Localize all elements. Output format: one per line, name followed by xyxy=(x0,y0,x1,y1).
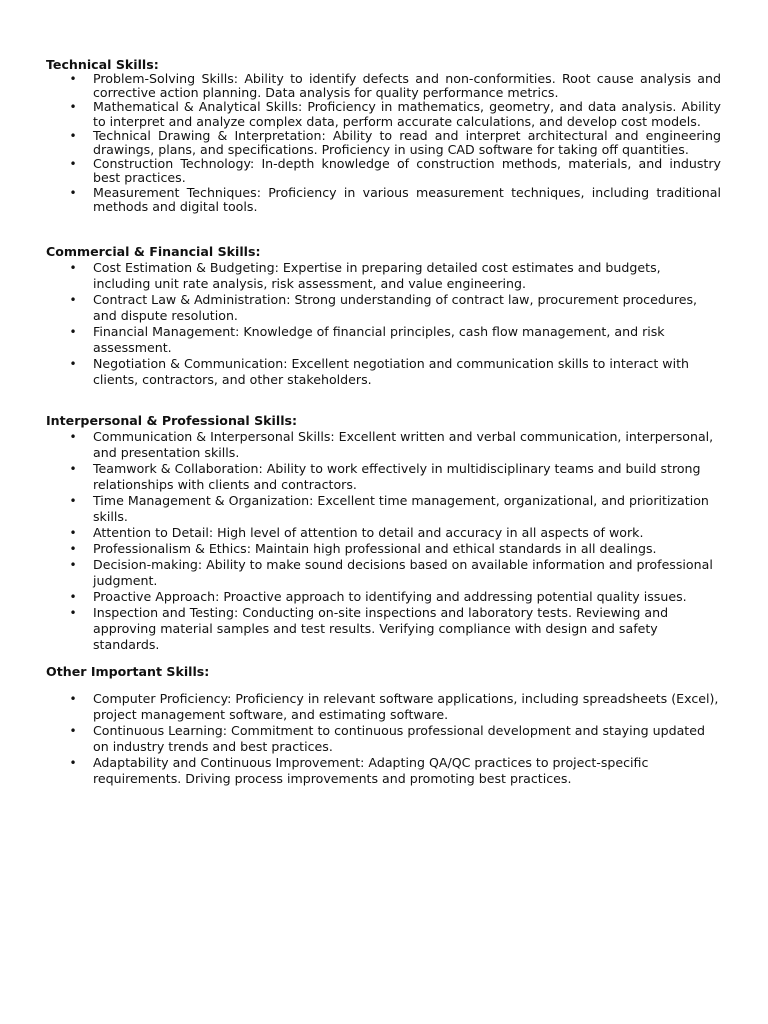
list-item xyxy=(46,292,721,324)
list-item xyxy=(46,72,721,100)
other-important-skills-list xyxy=(46,691,721,787)
interpersonal-professional-skills-list xyxy=(46,429,721,653)
section-heading-other: Other Important Skills: xyxy=(46,664,210,679)
list-item xyxy=(46,429,721,461)
list-item-text: Mathematical & Analytical Skills: Proficiency in mathematics, geometry, and data analysis. Ability to interpret and analyze complex data, perform accurate calculations, and develop cost models. xyxy=(93,99,721,129)
list-item xyxy=(46,324,721,356)
bullet-icon: • xyxy=(69,325,77,339)
bullet-icon: • xyxy=(69,100,77,115)
list-item xyxy=(46,260,721,292)
list-item xyxy=(46,755,721,787)
section-heading-commercial: Commercial & Financial Skills: xyxy=(46,244,261,259)
list-item xyxy=(46,541,721,557)
list-item xyxy=(46,129,721,157)
list-item xyxy=(46,605,721,653)
bullet-icon: • xyxy=(69,185,77,200)
list-item-text: Contract Law & Administration: Strong understanding of contract law, procurement procedures, and dispute resolution. xyxy=(93,292,698,323)
bullet-icon: • xyxy=(69,590,77,604)
list-item-text: Computer Proficiency: Proficiency in relevant software applications, including spreadsheets (Excel), project management software, and estimating software. xyxy=(93,691,719,722)
list-item-text: Professionalism & Ethics: Maintain high professional and ethical standards in all dealings. xyxy=(93,541,657,556)
bullet-icon: • xyxy=(69,462,77,476)
list-item-text: Communication & Interpersonal Skills: Excellent written and verbal communication, interpersonal, and presentation skills. xyxy=(93,429,714,460)
list-item-text: Measurement Techniques: Proficiency in various measurement techniques, including traditional methods and digital tools. xyxy=(93,184,721,214)
list-item-text: Teamwork & Collaboration: Ability to work effectively in multidisciplinary teams and build strong relationships with clients and contractors. xyxy=(93,461,701,492)
list-item-text: Adaptability and Continuous Improvement: Adapting QA/QC practices to project-specific requirements. Driving process improvements and promoting best practices. xyxy=(93,755,649,786)
bullet-icon: • xyxy=(69,261,77,275)
bullet-icon: • xyxy=(69,756,77,770)
list-item-text: Inspection and Testing: Conducting on-site inspections and laboratory tests. Reviewing and approving material samples and test results. Verifying compliance with design and safety standards. xyxy=(93,605,669,652)
list-item-text: Proactive Approach: Proactive approach to identifying and addressing potential quality issues. xyxy=(93,589,687,604)
technical-skills-list xyxy=(46,72,721,214)
list-item xyxy=(46,461,721,493)
bullet-icon: • xyxy=(69,72,77,86)
list-item-text: Attention to Detail: High level of attention to detail and accuracy in all aspects of work. xyxy=(93,525,644,540)
bullet-icon: • xyxy=(69,157,77,172)
bullet-icon: • xyxy=(69,430,77,444)
bullet-icon: • xyxy=(69,526,77,540)
bullet-icon: • xyxy=(69,692,77,706)
bullet-icon: • xyxy=(69,542,77,556)
section-heading-technical: Technical Skills: xyxy=(46,57,159,72)
list-item xyxy=(46,589,721,605)
bullet-icon: • xyxy=(69,357,77,371)
technical-skills-section xyxy=(46,57,721,214)
list-item xyxy=(46,157,721,185)
list-item xyxy=(46,723,721,755)
bullet-icon: • xyxy=(69,293,77,307)
bullet-icon: • xyxy=(69,724,77,738)
bullet-icon: • xyxy=(69,128,77,143)
list-item-text: Cost Estimation & Budgeting: Expertise in preparing detailed cost estimates and budgets, including unit rate analysis, risk assessment, and value engineering. xyxy=(93,260,661,291)
list-item-text: Negotiation & Communication: Excellent negotiation and communication skills to interact with clients, contractors, and other stakeholders. xyxy=(93,356,690,387)
list-item-text: Decision-making: Ability to make sound decisions based on available information and professional judgment. xyxy=(93,557,713,588)
list-item xyxy=(46,100,721,128)
commercial-financial-skills-section xyxy=(46,244,721,388)
bullet-icon: • xyxy=(69,558,77,572)
other-important-skills-section xyxy=(46,664,721,787)
section-heading-interpersonal: Interpersonal & Professional Skills: xyxy=(46,413,298,428)
list-item xyxy=(46,691,721,723)
list-item xyxy=(46,557,721,589)
interpersonal-professional-skills-section xyxy=(46,413,721,653)
list-item xyxy=(46,525,721,541)
list-item-text: Technical Drawing & Interpretation: Ability to read and interpret architectural and engineering drawings, plans, and specifications. Proficiency in using CAD software for taking off quantities. xyxy=(93,127,721,158)
list-item-text: Financial Management: Knowledge of financial principles, cash flow management, and risk assessment. xyxy=(93,324,665,355)
list-item xyxy=(46,493,721,525)
list-item-text: Continuous Learning: Commitment to continuous professional development and staying updated on industry trends and best practices. xyxy=(93,723,705,754)
list-item xyxy=(46,186,721,214)
bullet-icon: • xyxy=(69,606,77,620)
list-item-text: Problem-Solving Skills: Ability to identify defects and non-conformities. Root cause analysis and corrective action planning. Data analysis for quality performance metrics. xyxy=(93,71,721,101)
commercial-financial-skills-list xyxy=(46,260,721,388)
bullet-icon: • xyxy=(69,494,77,508)
list-item xyxy=(46,356,721,388)
list-item-text: Time Management & Organization: Excellent time management, organizational, and prioritization skills. xyxy=(93,493,709,524)
list-item-text: Construction Technology: In-depth knowledge of construction methods, materials, and industry best practices. xyxy=(93,156,721,186)
